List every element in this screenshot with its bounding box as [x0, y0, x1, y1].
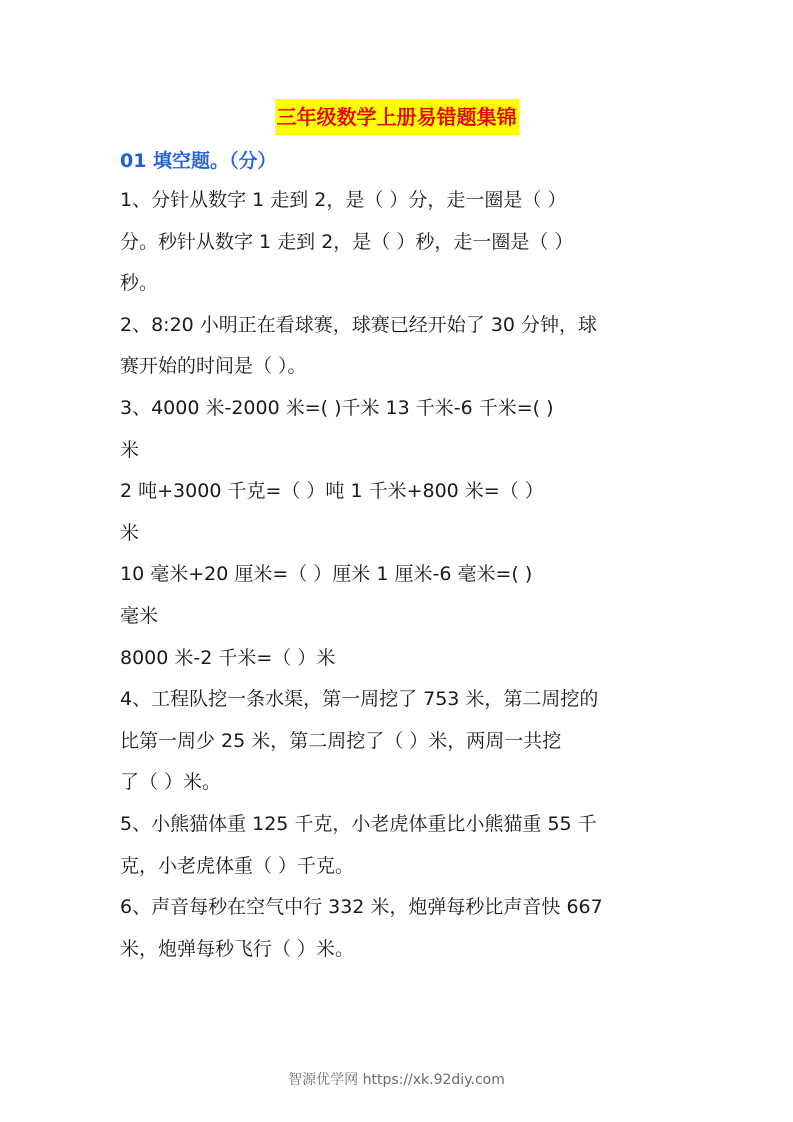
text-line: 1、分针从数字 1 走到 2，是（ ）分，走一圈是（ ）	[120, 189, 567, 211]
text-line: 米	[120, 438, 140, 461]
text-line: 10 毫米+20 厘米=（ ）厘米 1 厘米-6 毫米=( )	[120, 563, 533, 586]
text-line: 米，炮弹每秒飞行（ ）米。	[120, 937, 355, 960]
text-line: 6、声音每秒在空气中行 332 米，炮弹每秒比声音快 667	[120, 896, 603, 919]
footer-watermark[interactable]: 智源优学网 https://xk.92diy.com	[288, 1072, 505, 1088]
text-line: 赛开始的时间是（ ）。	[120, 355, 307, 378]
text-line: 秒。	[120, 272, 159, 295]
question-body	[120, 180, 676, 970]
text-line: 2 吨+3000 千克=（ ）吨 1 千米+800 米=（ ）	[120, 480, 544, 503]
title-container	[0, 99, 793, 135]
text-line: 比第一周少 25 米，第二周挖了（ ）米，两周一共挖	[120, 729, 562, 752]
text-line: 分。秒针从数字 1 走到 2，是（ ）秒，走一圈是（ ）	[120, 230, 574, 253]
text-line: 米	[120, 521, 140, 544]
text-line: 了（ ）米。	[120, 771, 222, 794]
text-line: 4、工程队挖一条水渠，第一周挖了 753 米，第二周挖的	[120, 688, 599, 711]
text-line: 2、8:20 小明正在看球赛，球赛已经开始了 30 分钟，球	[120, 313, 598, 336]
page-title: 三年级数学上册易错题集锦	[275, 99, 519, 135]
text-line: 克，小老虎体重（ ）千克。	[120, 854, 355, 877]
section-heading: 01 填空题。（分）	[120, 150, 277, 172]
text-line: 毫米	[120, 604, 159, 627]
text-line: 5、小熊猫体重 125 千克，小老虎体重比小熊猫重 55 千	[120, 812, 597, 835]
text-line: 8000 米-2 千米=（ ）米	[120, 646, 336, 669]
text-line: 3、4000 米-2000 米=( )千米 13 千米-6 千米=( )	[120, 396, 554, 419]
